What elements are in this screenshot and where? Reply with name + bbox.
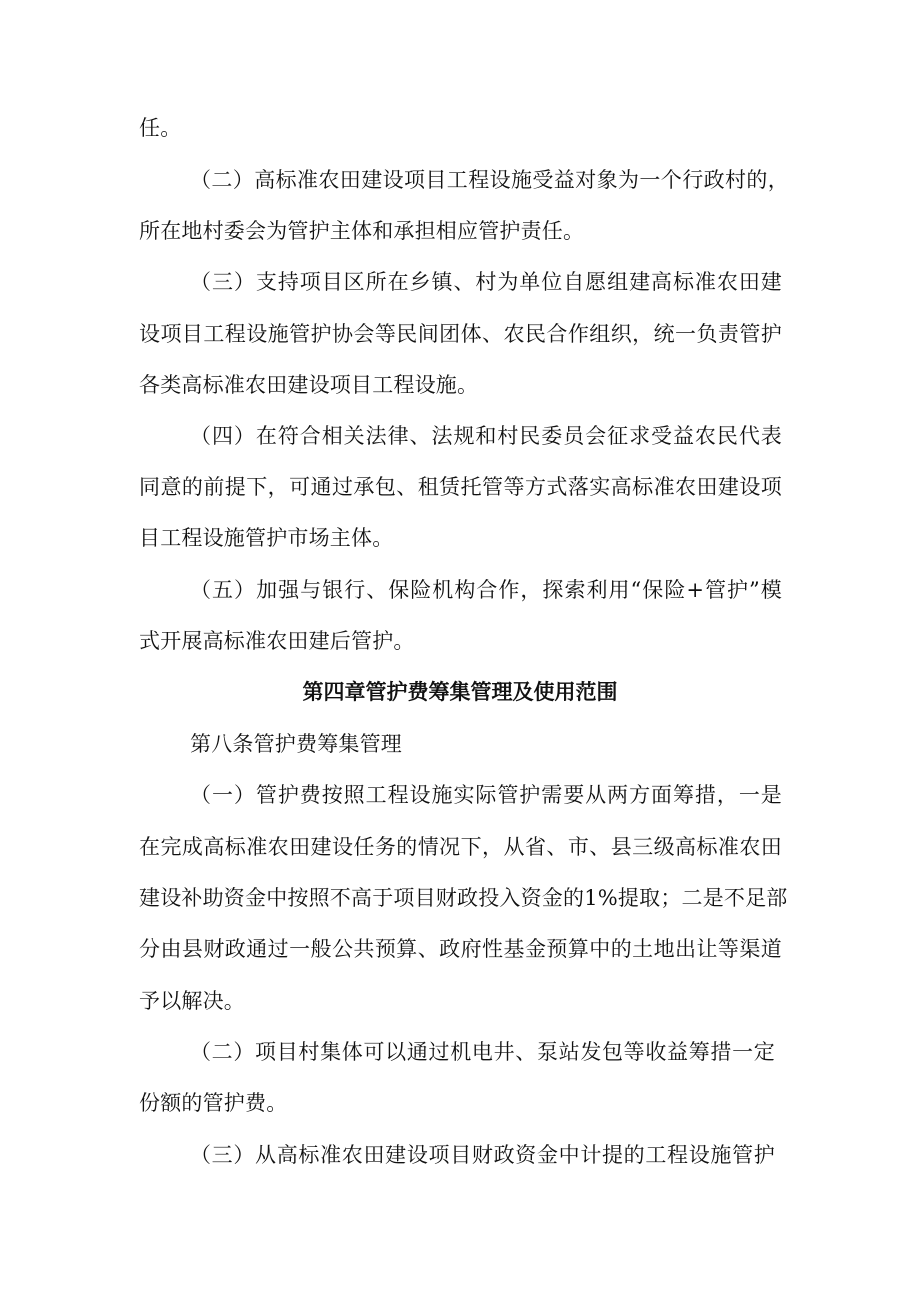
paragraph-line: （二）高标准农田建设项目工程设施受益对象为一个行政村的， [190,168,789,192]
paragraph-line: 所在地村委会为管护主体和承担相应管护责任。 [139,219,585,243]
paragraph-line: （二）项目村集体可以通过机电井、泵站发包等收益筹措一定 [190,1040,775,1064]
paragraph-line: （三）支持项目区所在乡镇、村为单位自愿组建高标准农田建 [190,270,782,294]
section-title: 第八条管护费筹集管理 [190,732,402,756]
paragraph-line: 任。 [139,116,182,140]
paragraph-line: 在完成高标准农田建设任务的情况下，从省、市、县三级高标准农田 [139,835,782,859]
paragraph-line: （三）从高标准农田建设项目财政资金中计提的工程设施管护 [190,1143,775,1167]
paragraph-line: 各类高标准农田建设项目工程设施。 [139,373,479,397]
paragraph-line: （一）管护费按照工程设施实际管护需要从两方面筹措，一是 [190,783,782,807]
paragraph-line: 式开展高标准农田建后管护。 [139,629,415,653]
paragraph-line: （五）加强与银行、保险机构合作，探索利用“保险+管护”模 [190,578,782,602]
chapter-heading: 第四章管护费筹集管理及使用范围 [302,680,618,704]
paragraph-line: 份额的管护费。 [139,1091,288,1115]
paragraph-line: 同意的前提下，可通过承包、租赁托管等方式落实高标准农田建设项 [139,475,782,499]
paragraph-line: 设项目工程设施管护协会等民间团体、农民合作组织，统一负责管护 [139,322,782,346]
paragraph-line: 建设补助资金中按照不高于项目财政投入资金的1%提取；二是不足部 [139,886,788,910]
paragraph-line: 予以解决。 [139,989,245,1013]
paragraph-line: 分由县财政通过一般公共预算、政府性基金预算中的土地出让等渠道 [139,937,782,961]
paragraph-line: （四）在符合相关法律、法规和村民委员会征求受益农民代表 [190,424,782,448]
paragraph-line: 目工程设施管护市场主体。 [139,526,394,550]
